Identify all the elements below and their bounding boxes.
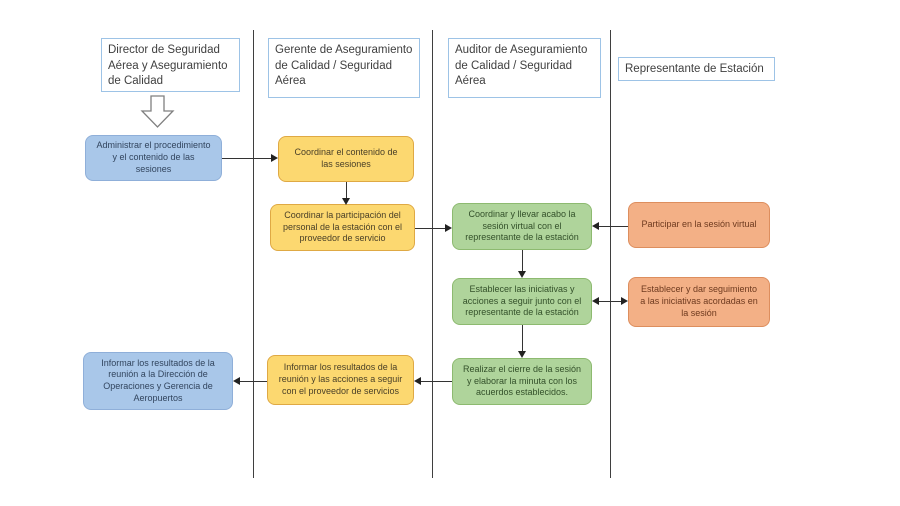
- node-label: Informar los resultados de la reunión a la Dirección de Operaciones y Gerencia de Aeropuertos: [101, 357, 215, 403]
- node-informar-proveedor: [267, 355, 414, 405]
- block-arrow-down-icon: [140, 95, 176, 129]
- node-label: Establecer y dar seguimiento a las iniciativas acordadas en la sesión: [640, 284, 758, 318]
- connector-iniciativas-cierre: [522, 325, 523, 351]
- lane-divider-3: [610, 30, 611, 478]
- lane-header-label: Auditor de Aseguramiento de Calidad / Seguridad Aérea: [455, 44, 588, 88]
- arrowhead-right-icon: [445, 224, 452, 232]
- lane-header-gerente: [268, 38, 420, 98]
- arrowhead-down-icon: [342, 198, 350, 205]
- lane-header-label: Director de Seguridad Aérea y Aseguramiento de Calidad: [108, 44, 228, 88]
- node-coordinar-sesion: [452, 203, 592, 250]
- node-dar-seguimiento: [628, 277, 770, 327]
- connector-administrar-contenido: [222, 158, 271, 159]
- node-label: Coordinar y llevar acabo la sesión virtual con el representante de la estación: [465, 208, 579, 243]
- arrowhead-down-icon: [518, 351, 526, 358]
- lane-divider-1: [253, 30, 254, 478]
- lane-header-auditor: [448, 38, 601, 98]
- connector-participar-sesion: [599, 226, 628, 227]
- lane-header-director: [101, 38, 240, 92]
- connector-cierre-informar: [421, 381, 452, 382]
- node-informar-direccion: [83, 352, 233, 410]
- node-establecer-iniciativas: [452, 278, 592, 325]
- connector-informar-direccion: [240, 381, 267, 382]
- connector-sesion-iniciativas: [522, 250, 523, 271]
- connector-participacion-sesion: [415, 228, 445, 229]
- arrowhead-left-icon: [592, 297, 599, 305]
- node-participar-sesion: [628, 202, 770, 248]
- lane-header-label: Representante de Estación: [625, 63, 764, 75]
- node-coordinar-participacion: [270, 204, 415, 251]
- connector-contenido-participacion: [346, 182, 347, 198]
- arrowhead-left-icon: [592, 222, 599, 230]
- lane-header-representante: [618, 57, 775, 81]
- node-label: Coordinar la participación del personal de la estación con el proveedor de servicio: [282, 209, 403, 244]
- node-administrar: [85, 135, 222, 181]
- lane-header-label: Gerente de Aseguramiento de Calidad / Seguridad Aérea: [275, 44, 413, 88]
- node-label: Administrar el procedimiento y el contenido de las sesiones: [96, 140, 211, 174]
- arrowhead-right-icon: [271, 154, 278, 162]
- node-coordinar-contenido: [278, 136, 414, 182]
- node-label: Realizar el cierre de la sesión y elaborar la minuta con los acuerdos establecidos.: [462, 363, 582, 398]
- arrowhead-left-icon: [233, 377, 240, 385]
- node-label: Coordinar el contenido de las sesiones: [294, 147, 398, 169]
- arrowhead-down-icon: [518, 271, 526, 278]
- node-label: Participar en la sesión virtual: [641, 219, 757, 230]
- node-realizar-cierre: [452, 358, 592, 405]
- arrowhead-right-icon: [621, 297, 628, 305]
- lane-divider-2: [432, 30, 433, 478]
- connector-iniciativas-seguimiento: [599, 301, 621, 302]
- node-label: Informar los resultados de la reunión y las acciones a seguir con el proveedor de servicios: [278, 362, 403, 396]
- arrowhead-left-icon: [414, 377, 421, 385]
- node-label: Establecer las iniciativas y acciones a seguir junto con el representante de la estación: [462, 283, 582, 318]
